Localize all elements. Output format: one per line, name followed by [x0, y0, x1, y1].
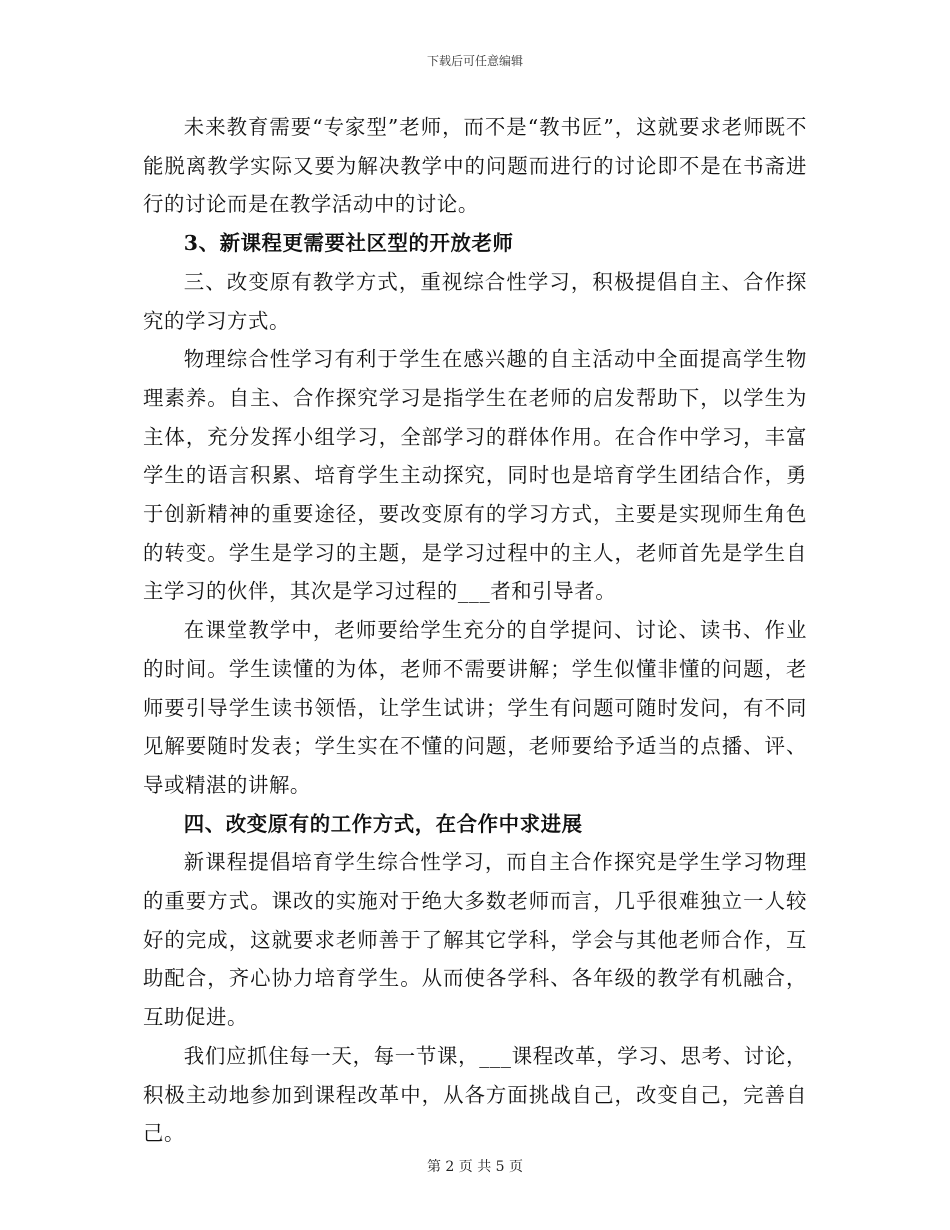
page-number-footer: 第 2 页 共 5 页 [426, 1159, 524, 1175]
section-heading-community-teacher: 3、新课程更需要社区型的开放老师 [183, 231, 514, 256]
paragraph-expert-teacher: 未来教育需要“专家型”老师，而不是“教书匠”，这就要求老师既不能脱离教学实际又要为解决教学中的问题而进行的讨论即不是在书斋进行的讨论而是在教学活动中的讨论。 [143, 115, 807, 217]
paragraph-cooperation: 新课程提倡培育学生综合性学习，而自主合作探究是学生学习物理的重要方式。课改的实施对于绝大多数老师而言，几乎很难独立一人较好的完成，这就要求老师善于了解其它学科，学会与其他老师合作，互助配合，齐心协力培育学生。从而使各学科、各年级的教学有机融合，互助促进。 [143, 850, 807, 1030]
section-heading-teaching-method: 三、改变原有教学方式，重视综合性学习，积极提倡自主、合作探究的学习方式。 [143, 269, 807, 333]
paragraph-classroom-teaching: 在课堂教学中，老师要给学生充分的自学提问、讨论、读书、作业的时间。学生读懂的为体，老师不需要讲解；学生似懂非懂的问题，老师要引导学生读书领悟，让学生试讲；学生有问题可随时发问，有不同见解要随时发表；学生实在不懂的问题，老师要给予适当的点播、评、导或精湛的讲解。 [143, 618, 807, 797]
section-heading-work-method: 四、改变原有的工作方式，在合作中求进展 [183, 811, 583, 836]
paragraph-comprehensive-learning: 物理综合性学习有利于学生在感兴趣的自主活动中全面提高学生物理素养。自主、合作探究学习是指学生在老师的启发帮助下，以学生为主体，充分发挥小组学习，全部学习的群体作用。在合作中学习，丰富学生的语言积累、培育学生主动探究，同时也是培育学生团结合作，勇于创新精神的重要途径，要改变原有的学习方式，主要是实现师生角色的转变。学生是学习的主题，是学习过程中的主人，老师首先是学生自主学习的伙伴，其次是学习过程的___者和引导者。 [143, 347, 807, 604]
paragraph-conclusion: 我们应抓住每一天，每一节课，___课程改革，学习、思考、讨论，积极主动地参加到课程改革中，从各方面挑战自己，改变自己，完善自己。 [143, 1043, 807, 1146]
page-header: 下载后可任意编辑 [426, 54, 523, 68]
document-body [143, 108, 807, 1153]
